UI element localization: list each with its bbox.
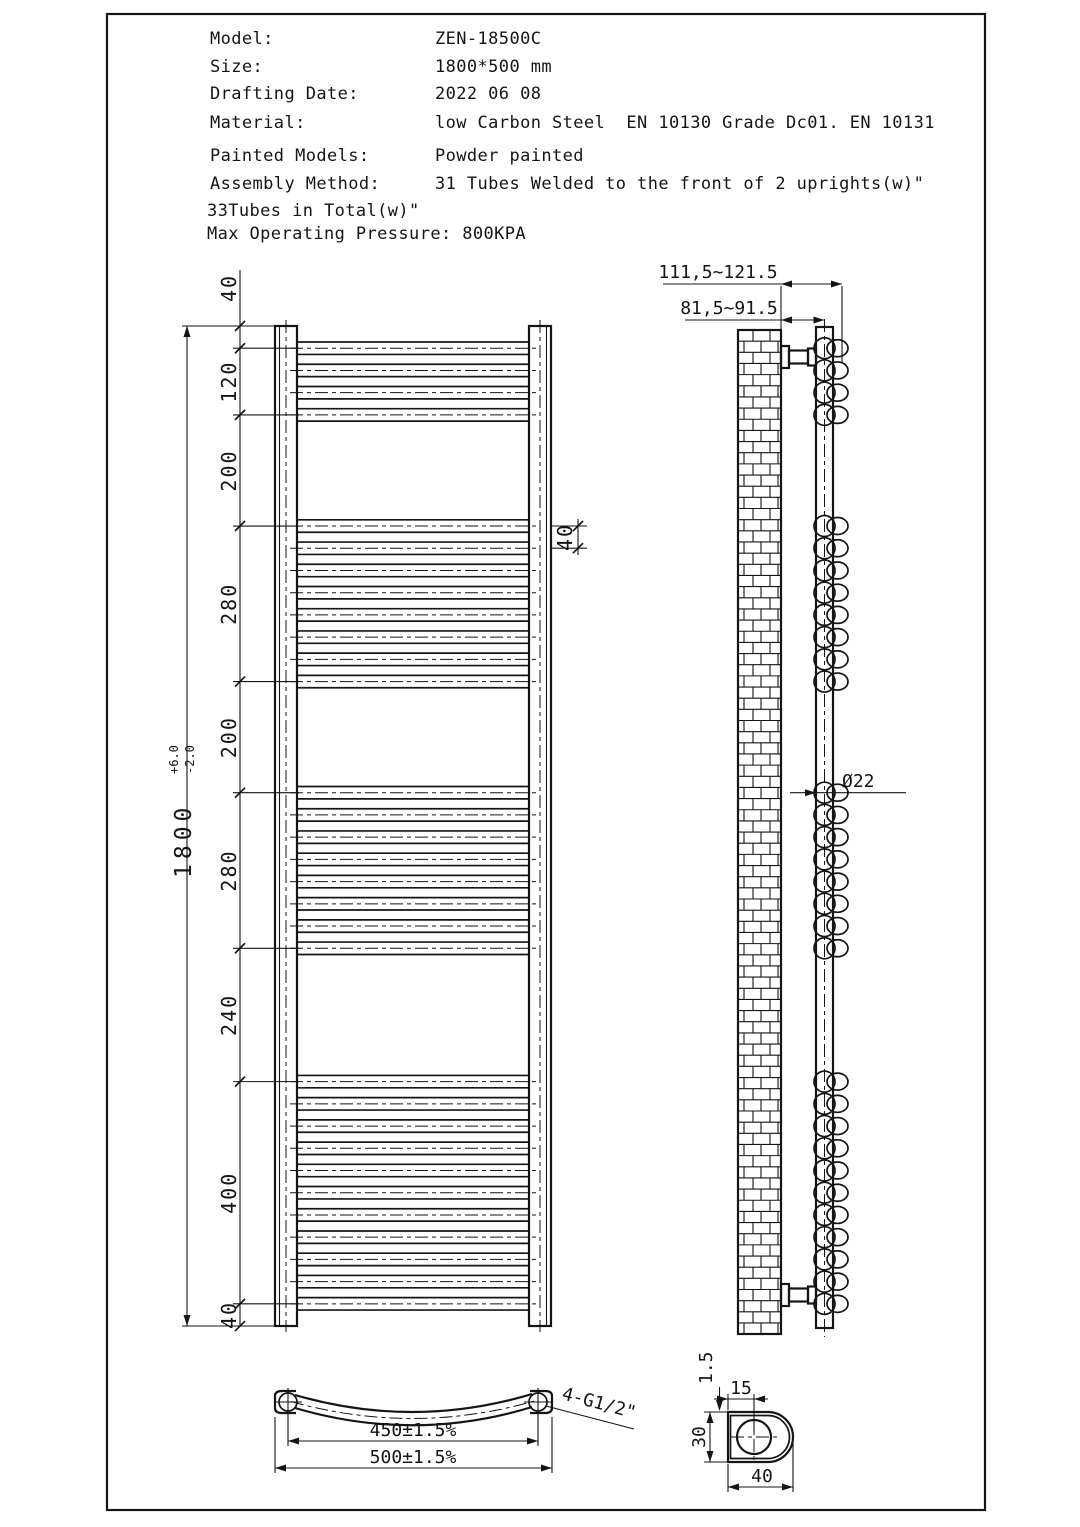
dim-group4-span: 400 bbox=[217, 1171, 241, 1214]
wall-bracket-top bbox=[781, 346, 816, 368]
curved-tube-top-edge bbox=[295, 1394, 532, 1412]
profile-depth-text: 30 bbox=[689, 1426, 710, 1448]
date-value: 2022 06 08 bbox=[435, 84, 542, 104]
dim-gap1: 200 bbox=[217, 449, 241, 492]
overall-height-tol-minus: -2.0 bbox=[183, 745, 197, 774]
tube-diameter-text: Ø22 bbox=[842, 771, 875, 792]
wall-brick-hatch bbox=[738, 330, 781, 1334]
pipe-centres-text: 450±1.5% bbox=[369, 1420, 457, 1441]
dim-wall-to-axis bbox=[680, 298, 824, 328]
connections-text: 4-G1/2" bbox=[559, 1383, 639, 1424]
size-value: 1800*500 mm bbox=[435, 57, 552, 77]
dim-tube-pitch bbox=[552, 519, 587, 555]
date-label: Drafting Date: bbox=[210, 84, 359, 104]
wall-bracket-bottom bbox=[781, 1284, 816, 1306]
overall-height-tol-plus: +6.0 bbox=[167, 745, 181, 774]
dim-group1-span: 120 bbox=[217, 360, 241, 403]
chain-extension-lines bbox=[233, 348, 299, 1304]
tube-pitch-text: 40 bbox=[553, 522, 577, 552]
dim-group2-span: 280 bbox=[217, 582, 241, 625]
side-view bbox=[658, 262, 906, 1337]
painted-label: Painted Models: bbox=[210, 146, 370, 166]
dim-top-margin: 40 bbox=[217, 273, 241, 303]
connections-callout bbox=[546, 1384, 638, 1429]
model-label: Model: bbox=[210, 29, 274, 49]
dim-bottom-margin: 40 bbox=[217, 1300, 241, 1330]
wall-to-front-text: 111,5~121.5 bbox=[658, 262, 778, 283]
section-detail bbox=[689, 1351, 793, 1492]
front-view bbox=[167, 270, 587, 1332]
dim-group3-span: 280 bbox=[217, 849, 241, 892]
material-value: low Carbon Steel EN 10130 Grade Dc01. EN 10131 bbox=[435, 113, 935, 133]
dim-chain bbox=[217, 270, 299, 1331]
painted-value: Powder painted bbox=[435, 146, 584, 166]
wall-thickness-text: 1.5 bbox=[696, 1351, 717, 1384]
profile-width-text: 40 bbox=[751, 1466, 773, 1487]
note-total-tubes: 33Tubes in Total(w)" bbox=[207, 201, 420, 221]
note-max-pressure: Max Operating Pressure: 800KPA bbox=[207, 224, 527, 244]
dim-gap2: 200 bbox=[217, 716, 241, 759]
dim-wall-thickness bbox=[696, 1351, 723, 1411]
overall-height-text: 1800 bbox=[171, 802, 197, 878]
wall-to-axis-text: 81,5~91.5 bbox=[680, 298, 778, 319]
overall-width-text: 500±1.5% bbox=[369, 1447, 457, 1468]
model-value: ZEN-18500C bbox=[435, 29, 542, 49]
dim-hole-offset bbox=[714, 1378, 768, 1432]
dim-profile-width bbox=[728, 1440, 793, 1492]
dim-pipe-centres bbox=[288, 1416, 538, 1446]
material-label: Material: bbox=[210, 113, 306, 133]
side-tube-ends bbox=[814, 338, 848, 1315]
dim-profile-depth bbox=[689, 1412, 727, 1462]
size-label: Size: bbox=[210, 57, 264, 77]
dim-gap3: 240 bbox=[217, 993, 241, 1036]
assembly-label: Assembly Method: bbox=[210, 174, 381, 194]
hole-offset-text: 15 bbox=[730, 1378, 752, 1399]
dim-tube-diameter bbox=[790, 771, 906, 796]
plan-view bbox=[274, 1384, 638, 1473]
front-tubes bbox=[290, 342, 537, 1310]
assembly-value: 31 Tubes Welded to the front of 2 uprights(w)" bbox=[435, 174, 925, 194]
